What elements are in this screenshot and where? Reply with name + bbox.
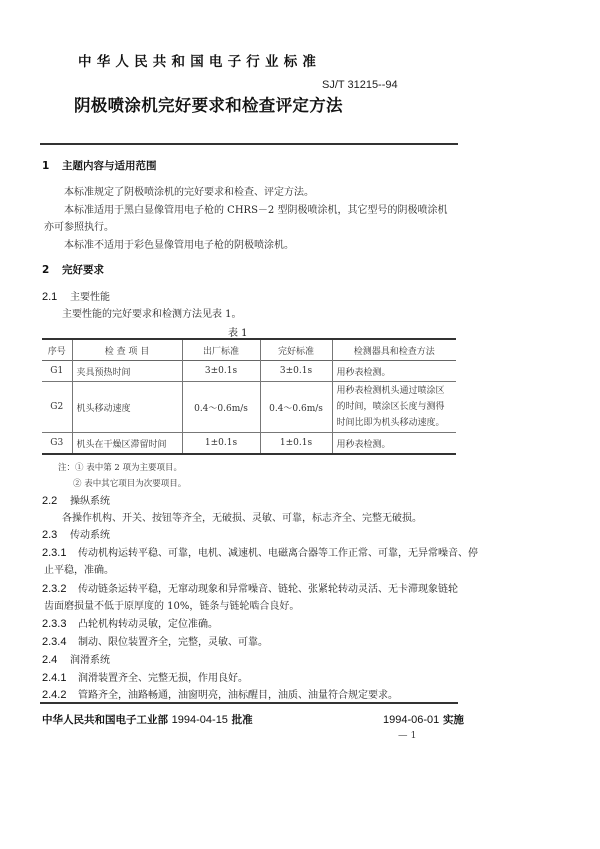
cell-id: G3 xyxy=(50,438,64,448)
cell-method: 用秒表检测。 xyxy=(332,433,456,455)
cell-good-standard: 1±0.1s xyxy=(260,433,332,455)
subsection-title: 传动系统 xyxy=(70,530,110,541)
subsection-number: 2.3 xyxy=(42,529,58,541)
cell-method: 用秒表检测。 xyxy=(332,361,456,382)
cell-good-standard: 0.4～0.6m/s xyxy=(260,382,332,433)
subsection-2-2-heading xyxy=(42,492,110,507)
top-divider xyxy=(40,143,458,145)
paragraph: 主要性能的完好要求和检测方法见表 1。 xyxy=(62,309,242,320)
cell-id: G1 xyxy=(50,366,64,376)
clause-continuation: 止平稳，准确。 xyxy=(44,565,114,576)
bottom-divider xyxy=(40,702,458,704)
effective-date: 1994-06-01 xyxy=(383,714,440,726)
subsection-2-3-heading xyxy=(42,526,110,541)
clause-2-3-3 xyxy=(42,615,218,630)
clause-text: 传动机构运转平稳、可靠，电机、减速机、电磁离合器等工作正常、可靠，无异常噪音、停 xyxy=(78,548,478,559)
cell-good-standard: 3±0.1s xyxy=(260,361,332,382)
clause-text: 管路齐全，油路畅通，油窗明亮，油标醒目，油质、油量符合规定要求。 xyxy=(78,690,398,701)
paragraph-continuation: 亦可参照执行。 xyxy=(44,222,114,233)
paragraph: 各操作机构、开关、按钮等齐全，无破损、灵敏、可靠，标志齐全、完整无破损。 xyxy=(62,513,422,524)
cell-item: 夹具预热时间 xyxy=(72,361,182,382)
cell-factory-standard: 3±0.1s xyxy=(182,361,260,382)
table-row xyxy=(42,361,456,382)
column-header: 检测器具和检查方法 xyxy=(332,339,456,361)
clause-2-3-2 xyxy=(42,580,458,595)
section-title: 完好要求 xyxy=(62,264,104,276)
cell-item: 机头在干燥区滞留时间 xyxy=(72,433,182,455)
table-header-row xyxy=(42,339,456,361)
table-row xyxy=(42,433,456,455)
cell-item: 机头移动速度 xyxy=(72,382,182,433)
cell-method: 用秒表检测机头通过喷涂区的时间，喷涂区长度与测得时间比即为机头移动速度。 xyxy=(332,382,456,433)
table-note: ② 表中其它项目为次要项目。 xyxy=(73,479,187,489)
clause-text: 传动链条运转平稳，无窜动现象和异常噪音、链轮、张紧轮转动灵活、无卡滞现象链轮 xyxy=(78,584,458,595)
table-caption: 表 1 xyxy=(228,328,248,339)
clause-2-3-4 xyxy=(42,633,268,648)
column-header: 检 查 项 目 xyxy=(72,339,182,361)
table-row xyxy=(42,382,456,433)
clause-number: 2.3.1 xyxy=(42,547,67,559)
issuing-body-header: 中华人民共和国电子行业标准 xyxy=(78,54,322,70)
column-header: 序号 xyxy=(47,346,66,357)
clause-2-3-1 xyxy=(42,544,478,559)
approving-body: 中华人民共和国电子工业部 xyxy=(42,714,168,726)
subsection-number: 2.4 xyxy=(42,654,58,666)
subsection-title: 操纵系统 xyxy=(70,496,110,507)
section-2-heading xyxy=(42,262,104,277)
clause-text: 润滑装置齐全、完整无损，作用良好。 xyxy=(78,673,248,684)
clause-text: 凸轮机构转动灵敏，定位准确。 xyxy=(78,619,218,630)
effective-label: 实施 xyxy=(442,714,464,726)
paragraph: 本标准适用于黑白显像管用电子枪的 CHRS－2 型阴极喷涂机，其它型号的阴极喷涂机 xyxy=(64,205,448,216)
clause-number: 2.4.2 xyxy=(42,689,67,701)
clause-continuation: 齿面磨损量不低于原厚度的 10%，链条与链轮啮合良好。 xyxy=(44,601,300,612)
clause-2-4-2 xyxy=(42,686,398,701)
section-1-heading xyxy=(42,158,157,173)
clause-number: 2.3.4 xyxy=(42,636,67,648)
performance-table xyxy=(42,338,456,455)
clause-number: 2.3.3 xyxy=(42,618,67,630)
clause-number: 2.3.2 xyxy=(42,583,67,595)
approval-line xyxy=(42,712,253,727)
approval-label: 批准 xyxy=(231,714,253,726)
section-number: 1 xyxy=(42,160,50,172)
paragraph: 本标准规定了阴极喷涂机的完好要求和检查、评定方法。 xyxy=(64,187,314,198)
clause-2-4-1 xyxy=(42,669,248,684)
approval-date: 1994-04-15 xyxy=(171,714,228,726)
cell-factory-standard: 0.4～0.6m/s xyxy=(182,382,260,433)
page-number: — 1 xyxy=(398,730,417,741)
subsection-number: 2.1 xyxy=(42,291,58,303)
subsection-2-4-heading xyxy=(42,651,110,666)
standard-code: SJ/T 31215--94 xyxy=(322,79,398,91)
column-header: 完好标准 xyxy=(260,339,332,361)
clause-text: 制动、限位装置齐全，完整，灵敏、可靠。 xyxy=(78,637,268,648)
section-number: 2 xyxy=(42,264,50,276)
clause-number: 2.4.1 xyxy=(42,672,67,684)
section-title: 主题内容与适用范围 xyxy=(62,160,157,172)
subsection-number: 2.2 xyxy=(42,495,58,507)
subsection-title: 润滑系统 xyxy=(70,655,110,666)
subsection-2-1-heading xyxy=(42,288,110,303)
cell-factory-standard: 1±0.1s xyxy=(182,433,260,455)
effective-line xyxy=(383,712,464,727)
paragraph: 本标准不适用于彩色显像管用电子枪的阴极喷涂机。 xyxy=(64,240,294,251)
column-header: 出厂标准 xyxy=(182,339,260,361)
cell-id: G2 xyxy=(50,402,64,412)
document-title: 阴极喷涂机完好要求和检查评定方法 xyxy=(74,96,343,115)
subsection-title: 主要性能 xyxy=(70,292,110,303)
table-note: 注：① 表中第 2 项为主要项目。 xyxy=(58,463,183,473)
